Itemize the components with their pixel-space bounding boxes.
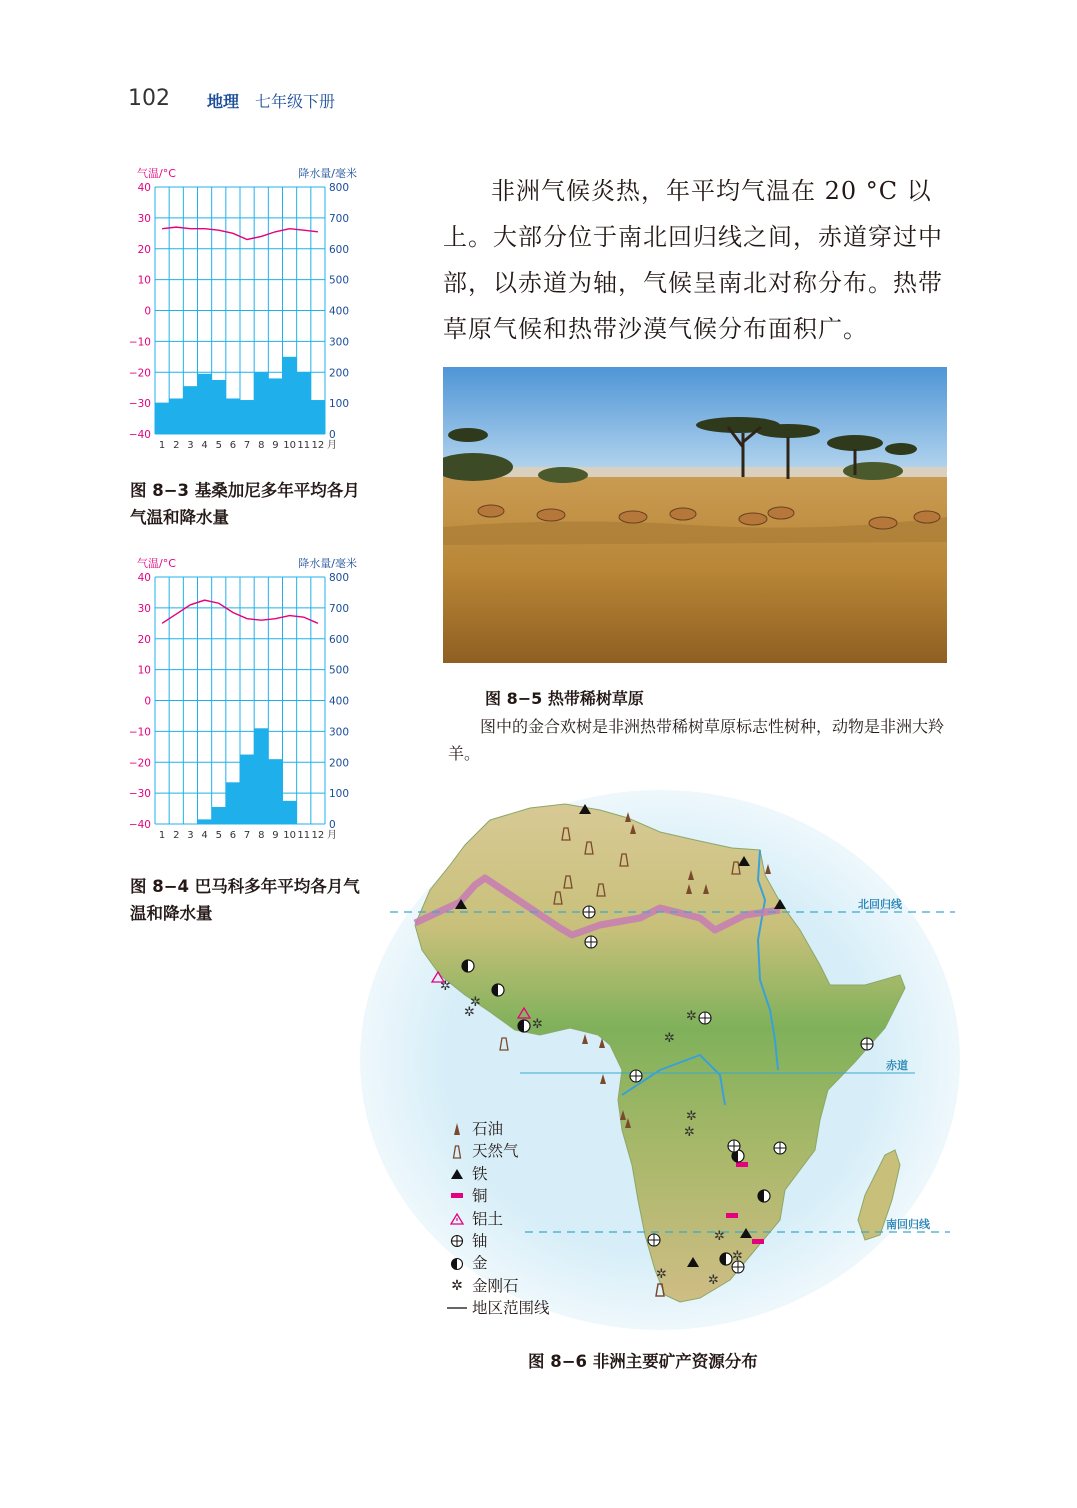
month-tick-label: 5 bbox=[215, 830, 222, 841]
precip-axis-title: 降水量/毫米 bbox=[298, 167, 357, 180]
temp-tick-label: 0 bbox=[144, 305, 151, 318]
legend-label-gold: 金 bbox=[472, 1254, 488, 1273]
gas-icon bbox=[446, 1145, 468, 1159]
legend-row-diamond bbox=[446, 1275, 550, 1297]
gold-icon bbox=[446, 1257, 468, 1271]
legend-label-region-line: 地区范围线 bbox=[472, 1299, 550, 1318]
tropic-north-label: 北回归线 bbox=[858, 898, 902, 911]
precip-tick-label: 400 bbox=[329, 305, 350, 318]
legend-label-bauxite: 铝土 bbox=[472, 1209, 504, 1228]
copper-icon bbox=[726, 1213, 738, 1218]
precip-bar bbox=[254, 728, 268, 824]
temp-tick-label: 40 bbox=[137, 182, 151, 194]
copper-icon bbox=[752, 1239, 764, 1244]
temp-tick-label: −40 bbox=[128, 819, 151, 831]
precip-bar bbox=[268, 378, 282, 434]
precip-tick-label: 500 bbox=[329, 274, 350, 287]
precip-bar bbox=[240, 755, 254, 824]
temp-tick-label: −10 bbox=[128, 336, 151, 349]
precip-tick-label: 500 bbox=[329, 664, 350, 677]
precip-bar bbox=[169, 398, 183, 434]
month-tick-label: 9 bbox=[272, 830, 279, 841]
month-tick-label: 3 bbox=[187, 440, 194, 451]
diamond-icon: ✲ bbox=[470, 995, 481, 1010]
diamond-icon: ✲ bbox=[451, 1277, 463, 1294]
legend-label-diamond: 金刚石 bbox=[472, 1276, 519, 1295]
iron-icon bbox=[446, 1168, 468, 1180]
month-tick-label: 11 bbox=[297, 830, 311, 841]
equator-label: 赤道 bbox=[886, 1059, 908, 1072]
uranium-icon bbox=[446, 1234, 468, 1248]
legend-row-iron bbox=[446, 1163, 550, 1185]
diamond-icon: ✲ bbox=[532, 1017, 543, 1032]
diamond-icon: ✲ bbox=[656, 1267, 667, 1282]
temp-tick-label: −20 bbox=[128, 367, 151, 380]
precip-tick-label: 600 bbox=[329, 633, 350, 646]
grade-label: 七年级下册 bbox=[255, 92, 336, 111]
month-unit-label: 月 bbox=[327, 830, 337, 841]
temp-axis-title: 气温/°C bbox=[137, 557, 176, 570]
month-tick-label: 5 bbox=[215, 440, 222, 451]
legend-row-bauxite bbox=[446, 1208, 550, 1230]
month-tick-label: 11 bbox=[297, 440, 311, 451]
temp-tick-label: 20 bbox=[137, 243, 151, 256]
precip-axis-title: 降水量/毫米 bbox=[298, 557, 357, 570]
precip-tick-label: 800 bbox=[329, 182, 350, 194]
page-number: 102 bbox=[128, 86, 170, 111]
temp-tick-label: 0 bbox=[144, 695, 151, 708]
bauxite-icon bbox=[446, 1213, 468, 1225]
legend-label-iron: 铁 bbox=[472, 1164, 488, 1183]
figure-8-5-description-text: 图中的金合欢树是非洲热带稀树草原标志性树种，动物是非洲大羚羊。 bbox=[448, 717, 945, 763]
month-tick-label: 1 bbox=[158, 440, 166, 451]
legend-label-oil: 石油 bbox=[472, 1120, 504, 1138]
month-tick-label: 8 bbox=[258, 440, 265, 451]
precip-tick-label: 100 bbox=[329, 398, 350, 411]
legend-label-copper: 铜 bbox=[472, 1187, 488, 1206]
temp-tick-label: −10 bbox=[128, 726, 151, 739]
month-tick-label: 10 bbox=[283, 440, 296, 451]
legend-row-copper bbox=[446, 1185, 550, 1207]
climate-chart-kisangani bbox=[128, 162, 368, 458]
legend-row-gold bbox=[446, 1252, 550, 1274]
temp-tick-label: 30 bbox=[137, 212, 151, 225]
legend-row-region-line bbox=[446, 1297, 550, 1319]
climate-paragraph bbox=[443, 168, 953, 352]
diamond-icon: ✲ bbox=[684, 1125, 695, 1140]
temp-tick-label: 10 bbox=[137, 274, 151, 287]
temp-tick-label: −40 bbox=[128, 429, 151, 441]
precip-bar bbox=[268, 759, 282, 824]
precip-bar bbox=[183, 386, 197, 434]
precip-tick-label: 800 bbox=[329, 572, 350, 584]
legend-row-gas bbox=[446, 1140, 550, 1162]
precip-bar bbox=[240, 400, 254, 434]
figure-8-4-caption: 图 8−4 巴马科多年平均各月气温和降水量 bbox=[130, 877, 360, 923]
month-tick-label: 2 bbox=[173, 830, 180, 841]
copper-icon bbox=[446, 1192, 468, 1200]
savanna-photo bbox=[443, 367, 947, 663]
precip-tick-label: 700 bbox=[329, 602, 350, 615]
precip-bar bbox=[311, 400, 325, 434]
temp-tick-label: 40 bbox=[137, 572, 151, 584]
figure-8-6-caption: 图 8−6 非洲主要矿产资源分布 bbox=[528, 1352, 758, 1371]
precip-tick-label: 200 bbox=[329, 757, 350, 770]
precip-tick-label: 100 bbox=[329, 788, 350, 801]
month-tick-label: 12 bbox=[311, 830, 325, 841]
month-tick-label: 2 bbox=[173, 440, 180, 451]
legend-row-oil bbox=[446, 1118, 550, 1140]
month-tick-label: 1 bbox=[158, 830, 166, 841]
diamond-icon: ✲ bbox=[464, 1005, 475, 1020]
temp-axis-title: 气温/°C bbox=[137, 167, 176, 180]
precip-bar bbox=[198, 819, 212, 824]
precip-tick-label: 0 bbox=[329, 429, 336, 441]
diamond-icon: ✲ bbox=[732, 1249, 743, 1264]
month-tick-label: 4 bbox=[201, 830, 208, 841]
region-line-icon bbox=[446, 1306, 468, 1310]
month-tick-label: 7 bbox=[243, 440, 251, 451]
tropic-south-label: 南回归线 bbox=[886, 1218, 930, 1231]
temp-tick-label: 30 bbox=[137, 602, 151, 615]
month-tick-label: 12 bbox=[311, 440, 325, 451]
climate-chart-bamako bbox=[128, 552, 368, 848]
precip-bar bbox=[155, 403, 169, 434]
oil-icon bbox=[446, 1122, 468, 1136]
precip-tick-label: 200 bbox=[329, 367, 350, 380]
figure-8-5-description bbox=[448, 713, 948, 767]
precip-bar bbox=[212, 380, 226, 434]
legend-label-uranium: 铀 bbox=[472, 1231, 488, 1250]
month-tick-label: 7 bbox=[243, 830, 251, 841]
diamond-icon: ✲ bbox=[714, 1229, 725, 1244]
precip-tick-label: 600 bbox=[329, 243, 350, 256]
temp-tick-label: −30 bbox=[128, 398, 151, 411]
precip-bar bbox=[212, 807, 226, 824]
precip-bar bbox=[226, 398, 240, 434]
figure-8-5-caption: 图 8−5 热带稀树草原 bbox=[485, 689, 644, 708]
precip-bar bbox=[283, 801, 297, 824]
figure-8-3-caption: 图 8−3 基桑加尼多年平均各月气温和降水量 bbox=[130, 481, 360, 527]
temp-tick-label: 20 bbox=[137, 633, 151, 646]
map-legend bbox=[446, 1118, 550, 1320]
precip-tick-label: 300 bbox=[329, 726, 350, 739]
temp-tick-label: 10 bbox=[137, 664, 151, 677]
month-tick-label: 4 bbox=[201, 440, 208, 451]
month-tick-label: 8 bbox=[258, 830, 265, 841]
temp-tick-label: −30 bbox=[128, 788, 151, 801]
diamond-icon: ✲ bbox=[664, 1031, 675, 1046]
month-unit-label: 月 bbox=[327, 440, 337, 451]
month-tick-label: 3 bbox=[187, 830, 194, 841]
legend-row-uranium bbox=[446, 1230, 550, 1252]
diamond-icon: ✲ bbox=[708, 1273, 719, 1288]
temp-tick-label: −20 bbox=[128, 757, 151, 770]
precip-tick-label: 700 bbox=[329, 212, 350, 225]
month-tick-label: 6 bbox=[229, 440, 237, 451]
precip-bar bbox=[283, 357, 297, 434]
subject-label: 地理 bbox=[207, 92, 240, 111]
month-tick-label: 9 bbox=[272, 440, 279, 451]
month-tick-label: 6 bbox=[229, 830, 237, 841]
legend-label-gas: 天然气 bbox=[472, 1142, 519, 1161]
precip-tick-label: 0 bbox=[329, 819, 336, 831]
precip-tick-label: 400 bbox=[329, 695, 350, 708]
diamond-icon: ✲ bbox=[686, 1109, 697, 1124]
diamond-icon: ✲ bbox=[440, 979, 451, 994]
copper-icon bbox=[736, 1162, 748, 1167]
precip-tick-label: 300 bbox=[329, 336, 350, 349]
precip-bar bbox=[198, 374, 212, 434]
precip-bar bbox=[226, 782, 240, 824]
diamond-icon: ✲ bbox=[686, 1009, 697, 1024]
month-tick-label: 10 bbox=[283, 830, 296, 841]
paragraph-text: 非洲气候炎热，年平均气温在 20 °C 以上。大部分位于南北回归线之间，赤道穿过中部，以赤道为轴，气候呈南北对称分布。热带草原气候和热带沙漠气候分布面积广。 bbox=[443, 177, 943, 343]
